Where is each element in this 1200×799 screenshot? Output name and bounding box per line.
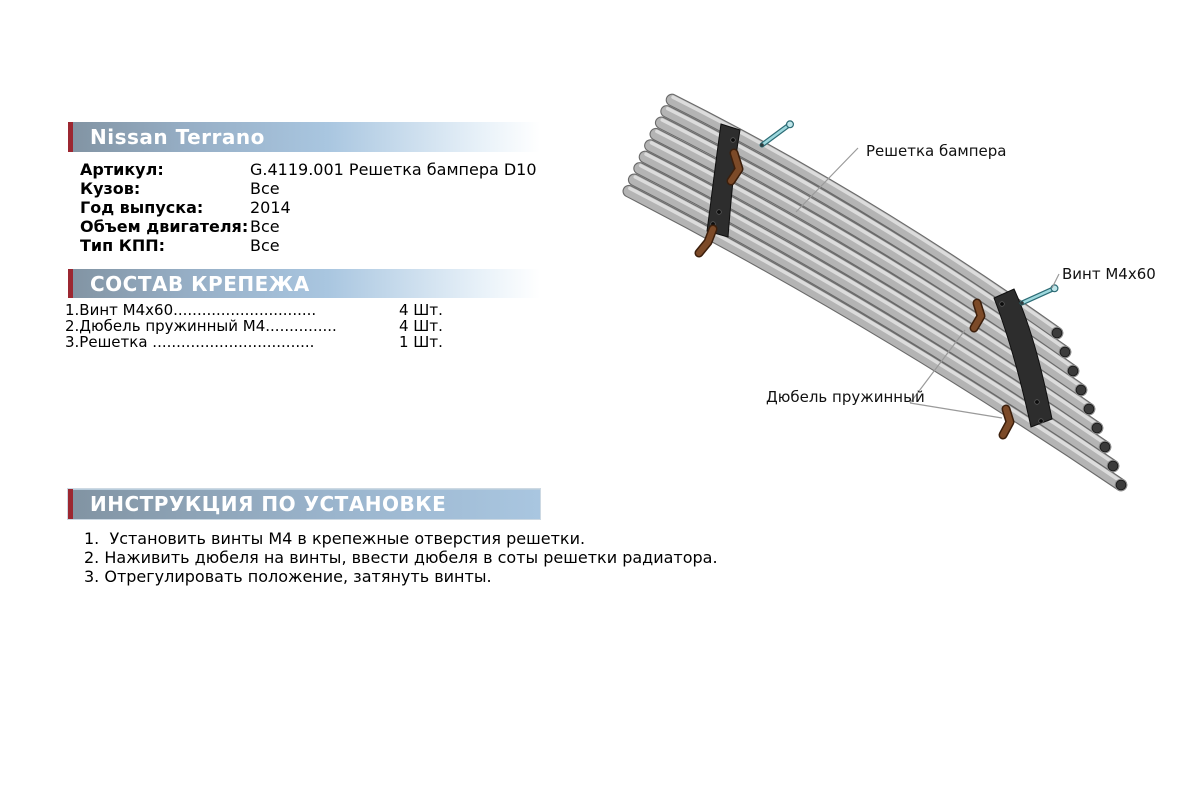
product-title: Nissan Terrano [90, 125, 265, 149]
part-qty: 4 Шт. [395, 302, 443, 318]
screw-top-icon [760, 121, 793, 147]
part-row-grille [65, 334, 485, 350]
spec-value: G.4119.001 Решетка бампера D10 [250, 160, 537, 179]
hardware-title: СОСТАВ КРЕПЕЖА [90, 271, 310, 296]
instruction-step-1: 1. Установить винты М4 в крепежные отверстия решетки. [84, 529, 586, 548]
spec-label: Объем двигателя: [80, 217, 249, 236]
instruction-step-3: 3. Отрегулировать положение, затянуть винты. [84, 567, 492, 586]
spec-value: Все [250, 179, 280, 198]
spec-row-body [80, 180, 550, 198]
spec-label: Тип КПП: [80, 236, 166, 255]
part-qty: 1 Шт. [395, 334, 443, 350]
part-name: 2.Дюбель пружинный М4............... [65, 318, 337, 334]
part-name: 1.Винт М4х60.............................. [65, 302, 317, 318]
spec-value: Все [250, 236, 280, 255]
spec-label: Год выпуска: [80, 198, 204, 217]
instructions-title-bar [68, 489, 540, 519]
spec-value: 2014 [250, 198, 291, 217]
spec-row-article [80, 161, 550, 179]
part-qty: 4 Шт. [395, 318, 443, 334]
diagram-label-screw: Винт М4х60 [1062, 265, 1156, 283]
instruction-step-2: 2. Наживить дюбеля на винты, ввести дюбеля в соты решетки радиатора. [84, 548, 718, 567]
diagram-label-dowel: Дюбель пружинный [766, 388, 925, 406]
part-name: 3.Решетка .................................. [65, 334, 315, 350]
spec-label: Кузов: [80, 179, 141, 198]
part-row-screw [65, 302, 485, 318]
spec-row-engine [80, 218, 550, 236]
spec-value: Все [250, 217, 280, 236]
diagram-label-grille: Решетка бампера [866, 142, 1007, 160]
spec-label: Артикул: [80, 160, 164, 179]
part-row-dowel [65, 318, 485, 334]
spec-row-gearbox [80, 237, 550, 255]
product-title-bar [68, 122, 540, 152]
instructions-title: ИНСТРУКЦИЯ ПО УСТАНОВКЕ [90, 492, 447, 516]
hardware-title-bar [68, 269, 540, 298]
spec-row-year [80, 199, 550, 217]
